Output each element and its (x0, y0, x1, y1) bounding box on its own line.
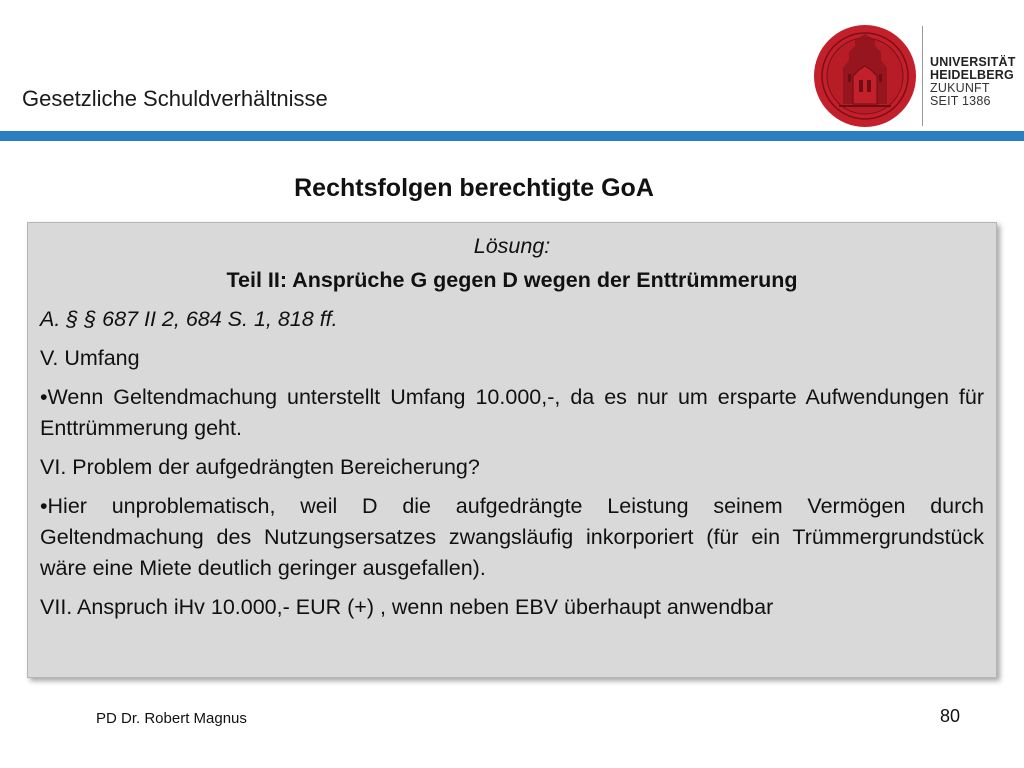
wordmark-line: HEIDELBERG (930, 68, 1014, 82)
section-heading: VII. Anspruch iHv 10.000,- EUR (+) , wenn neben EBV überhaupt anwendbar (40, 595, 774, 619)
slide-heading: Rechtsfolgen berechtigte GoA (294, 174, 654, 202)
solution-subheading: Teil II: Ansprüche G gegen D wegen der Enttrümmerung (226, 268, 798, 292)
wordmark-line: UNIVERSITÄT (930, 55, 1016, 69)
wordmark-line: ZUKUNFT (930, 81, 990, 95)
university-wordmark (930, 56, 1016, 108)
norm-citation: A. § § 687 II 2, 684 S. 1, 818 ff. (40, 307, 338, 331)
section-heading: V. Umfang (40, 346, 140, 370)
footer-author: PD Dr. Robert Magnus (96, 710, 247, 727)
course-title: Gesetzliche Schuldverhältnisse (22, 86, 328, 111)
bullet-paragraph: •Wenn Geltendmachung unterstellt Umfang 10.000,-, da es nur um ersparte Aufwendungen für Enttrümmerung geht. (40, 385, 984, 440)
solution-box (27, 222, 997, 678)
header-bar (0, 131, 1024, 141)
section-heading: VI. Problem der aufgedrängten Bereicherung? (40, 455, 480, 479)
page-number: 80 (940, 706, 961, 726)
wordmark-line: SEIT 1386 (930, 94, 991, 108)
bullet-paragraph: •Hier unproblematisch, weil D die aufgedrängte Leistung seinem Vermögen durch Geltendmachung des Nutzungsersatzes zwangsläufig inkorporiert (für ein Trümmergrundstück wäre eine Miete deutlich geringer ausgefallen). (40, 494, 984, 580)
solution-label: Lösung: (473, 234, 551, 258)
university-seal-icon (813, 24, 917, 128)
logo-divider (922, 26, 923, 126)
